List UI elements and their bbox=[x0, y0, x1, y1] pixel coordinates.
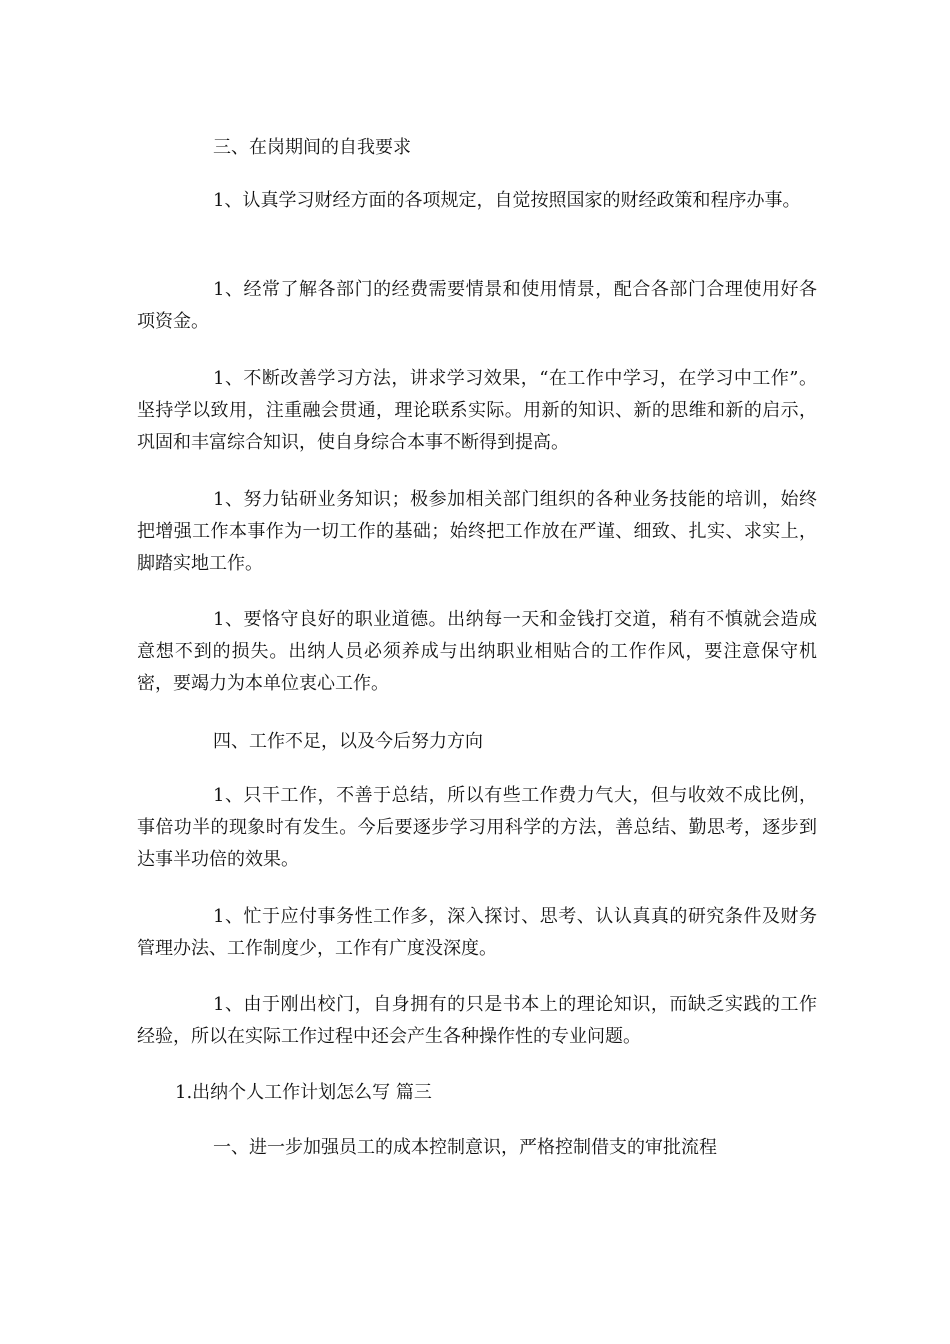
paragraph-4-1: 1、只干工作，不善于总结，所以有些工作费力气大，但与收效不成比例，事倍功半的现象时有发生。今后要逐步学习用科学的方法，善总结、勤思考，逐步到达事半功倍的效果。 bbox=[137, 785, 817, 870]
paragraph-3-5: 1、要恪守良好的职业道德。出纳每一天和金钱打交道，稍有不慎就会造成意想不到的损失。出纳人员必须养成与出纳职业相贴合的工作作风，要注意保守机密，要竭力为本单位衷心工作。 bbox=[137, 609, 817, 694]
paragraph-3-3: 1、不断改善学习方法，讲求学习效果，“在工作中学习，在学习中工作”。坚持学以致用，注重融会贯通，理论联系实际。用新的知识、新的思维和新的启示，巩固和丰富综合知识，使自身综合本事不断得到提高。 bbox=[137, 368, 817, 453]
paragraph-3-1: 1、认真学习财经方面的各项规定，自觉按照国家的财经政策和程序办事。 bbox=[213, 190, 801, 211]
paragraph-3-2: 1、经常了解各部门的经费需要情景和使用情景，配合各部门合理使用好各项资金。 bbox=[137, 279, 817, 332]
paragraph-4-2: 1、忙于应付事务性工作多，深入探讨、思考、认认真真的研究条件及财务管理办法、工作制度少，工作有广度没深度。 bbox=[137, 906, 817, 959]
part-title: 1.出纳个人工作计划怎么写 篇三 bbox=[175, 1082, 432, 1103]
paragraph-3-4: 1、努力钻研业务知识；极参加相关部门组织的各种业务技能的培训，始终把增强工作本事作为一切工作的基础；始终把工作放在严谨、细致、扎实、求实上，脚踏实地工作。 bbox=[137, 489, 817, 574]
section-heading-3: 三、在岗期间的自我要求 bbox=[213, 137, 411, 158]
part-first-heading: 一、进一步加强员工的成本控制意识，严格控制借支的审批流程 bbox=[213, 1137, 717, 1158]
paragraph-4-3: 1、由于刚出校门，自身拥有的只是书本上的理论知识，而缺乏实践的工作经验，所以在实际工作过程中还会产生各种操作性的专业问题。 bbox=[137, 994, 817, 1047]
section-heading-4: 四、工作不足，以及今后努力方向 bbox=[213, 731, 483, 752]
